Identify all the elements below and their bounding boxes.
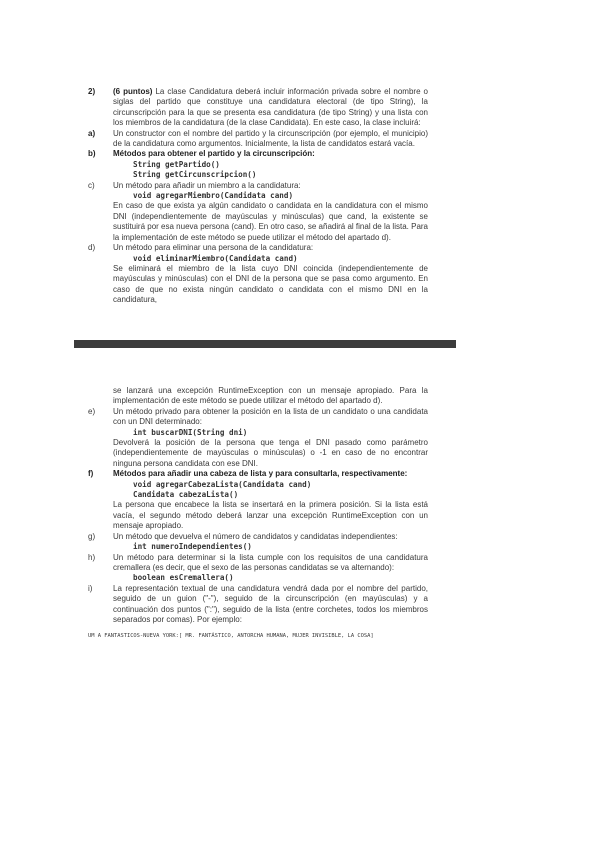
item-f-code-2: Candidata cabezaLista() [133,490,239,500]
page-2-text [88,386,428,642]
item-f-code-1: void agregarCabezaLista(Candidata cand) [133,479,312,489]
item-g [88,532,428,553]
item-b-code-2: String getCircunscripcion() [133,170,257,180]
item-g-text: Un método que devuelva el número de candidatos y candidatas independientes: [113,531,398,541]
item-d-cont-text: se lanzará una excepción RuntimeException con un mensaje apropiado. Para la implementación de este método se puede utilizar el método del apartado d). [113,386,428,406]
item-c [88,181,428,243]
item-a-label: a) [88,128,96,138]
item-d-desc: Se eliminará el miembro de la lista cuyo DNI coincida (independientemente de mayúsculas y minúsculas) con el DNI de la persona que se pasa como argumento. En caso de que no exista ningún candidato o candidata con el mismo DNI en la candidatura, [113,263,428,305]
item-d-label: d) [88,243,96,253]
item-g-code: int numeroIndependientes() [133,542,252,552]
question-number: 2) [88,87,96,96]
item-e-text: Un método privado para obtener la posición en la lista de un candidato o una candidata con un DNI determinado: [113,406,428,427]
item-i-label: i) [88,583,93,593]
item-f-label: f) [88,469,94,479]
item-g-label: g) [88,531,96,541]
item-e [88,407,428,469]
item-a [88,129,428,150]
item-c-code: void agregarMiembro(Candidata cand) [133,191,294,201]
item-d-text: Un método para eliminar una persona de la candidatura: [113,243,314,253]
item-b-label: b) [88,149,96,159]
item-h [88,553,428,584]
item-f [88,469,428,531]
item-d-continued [88,386,428,407]
example-output: UM A FANTASTICOS-NUEVA YORK:[ MR. FANTÁSTICO, ANTORCHA HUMANA, MUJER INVISIBLE, LA COSA] [88,633,374,640]
item-h-label: h) [88,552,96,562]
item-f-desc: La persona que encabece la lista se insertará en la primera posición. Si la lista está vacía, el segundo método deberá lanzar una excepción RuntimeException con un mensaje apropiado. [113,500,428,531]
item-b-code-1: String getPartido() [133,159,220,169]
item-i [88,584,428,626]
question-points: (6 puntos) [113,87,153,96]
page-divider [74,340,456,348]
item-h-text: Un método para determinar si la lista cumple con los requisitos de una candidatura cremallera (es decir, que el sexo de las personas candidatas se va alternando): [113,552,428,572]
item-e-label: e) [88,406,96,416]
item-f-text: Métodos para añadir una cabeza de lista y para consultarla, respectivamente: [113,469,408,479]
question-2 [88,87,428,129]
page-1-text [88,87,428,306]
item-c-desc: En caso de que exista ya algún candidato o candidata en la candidatura con el mismo DNI (independientemente de mayúsculas y minúsculas) que cand, la existente se sustituirá por esa nueva persona (cand). En otro caso, se añadirá al final de la lista. Para la implementación de este método se puede utilizar el método del apartado d). [113,201,428,242]
item-b [88,149,428,180]
item-d [88,243,428,305]
item-e-code: int buscarDNI(String dni) [133,427,248,437]
item-i-text: La representación textual de una candidatura vendrá dada por el nombre del partido, seguido de un guion ("-"), seguido de la circunscripción (en mayúsculas) y a continuación dos puntos (":"), seguido de la lista (entre corchetes, todos los miembros separados por comas). Por ejemplo: [113,583,428,624]
item-c-label: c) [88,180,95,190]
item-c-text: Un método para añadir un miembro a la candidatura: [113,180,301,190]
item-b-text: Métodos para obtener el partido y la circunscripción: [113,149,315,159]
question-intro: La clase Candidatura deberá incluir información privada sobre el nombre o siglas del partido que constituye una candidatura electoral (de tipo String), la circunscripción para la que se presenta esa candidatura (de tipo String) y una lista con los miembros de la candidatura (de la clase Candidata). En este caso, la clase incluirá: [113,87,428,128]
item-h-code: boolean esCremallera() [133,573,234,583]
item-d-code: void eliminarMiembro(Candidata cand) [133,253,298,263]
item-e-desc: Devolverá la posición de la persona que tenga el DNI pasado como parámetro (independientemente de mayúsculas o minúsculas) o -1 en caso de no encontrar ninguna persona candidata con ese DNI. [113,438,428,468]
item-a-text: Un constructor con el nombre del partido y la circunscripción (por ejemplo, el municipio) de la candidatura como argumentos. Inicialmente, la lista de candidatos estará vacía. [113,128,428,149]
